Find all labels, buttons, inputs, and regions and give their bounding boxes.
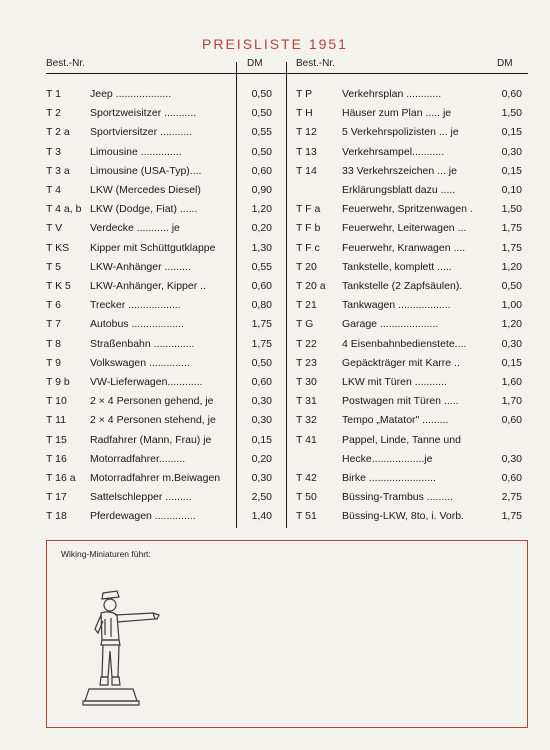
right-order-number: T 32 [296, 414, 317, 427]
right-item-price: 0,60 [501, 414, 522, 427]
right-row [296, 450, 528, 469]
left-item-description: Sattelschlepper ......... [90, 491, 192, 504]
right-order-number: T 21 [296, 299, 317, 312]
left-order-number: T 7 [46, 318, 61, 331]
right-row [296, 469, 528, 488]
right-row [296, 200, 528, 219]
right-order-number: T 12 [296, 126, 317, 139]
center-divider [286, 62, 287, 528]
left-row [46, 411, 286, 430]
right-item-description: Garage .................... [342, 318, 439, 331]
left-item-description: Straßenbahn .............. [90, 337, 195, 350]
right-item-description: Feuerwehr, Spritzenwagen . [342, 203, 473, 216]
left-item-description: Kipper mit Schüttgutklappe [90, 241, 216, 254]
right-item-description: 4 Eisenbahnbedienstete.... [342, 337, 467, 350]
left-order-number: T 5 [46, 260, 61, 273]
left-row [46, 143, 286, 162]
left-row [46, 315, 286, 334]
left-item-price: 0,55 [251, 126, 272, 139]
right-item-price: 0,60 [501, 88, 522, 100]
right-item-price: 0,15 [501, 164, 522, 177]
left-item-description: Limousine (USA-Typ).... [90, 164, 202, 177]
left-row [46, 373, 286, 392]
right-order-number: T F b [296, 222, 321, 235]
right-item-description: 33 Verkehrszeichen ... je [342, 164, 457, 177]
left-row [46, 181, 286, 200]
right-order-number: T 22 [296, 337, 317, 350]
right-item-price: 1,70 [501, 395, 522, 408]
right-item-description: Feuerwehr, Leiterwagen ... [342, 222, 467, 235]
left-row [46, 469, 286, 488]
right-row [296, 488, 528, 507]
left-item-price: 0,30 [251, 414, 272, 427]
right-row [296, 239, 528, 258]
left-price-table [46, 85, 286, 525]
right-row [296, 162, 528, 181]
left-item-description: Limousine .............. [90, 145, 182, 158]
left-item-price: 0,60 [251, 376, 272, 388]
left-item-price: 0,30 [251, 395, 272, 408]
right-item-description: Hecke..................je [342, 452, 433, 465]
right-row [296, 354, 528, 373]
retailer-stamp-label: Wiking-Miniaturen führt: [61, 549, 151, 559]
right-item-price: 1,20 [501, 318, 522, 331]
right-item-price: 1,50 [501, 203, 522, 216]
right-item-description: Tankwagen .................. [342, 299, 451, 312]
left-order-number: T 18 [46, 510, 67, 523]
left-order-number: T KS [46, 241, 70, 254]
right-row [296, 219, 528, 238]
right-row [296, 296, 528, 315]
left-item-description: VW-Lieferwagen............ [90, 376, 203, 388]
right-row [296, 431, 528, 450]
right-item-price: 0,15 [501, 126, 522, 139]
right-row [296, 277, 528, 296]
right-header-dm: DM [497, 58, 513, 69]
left-item-price: 1,40 [251, 510, 272, 523]
left-order-number: T 2 a [46, 126, 70, 139]
right-item-price: 0,30 [501, 452, 522, 465]
right-order-number: T 50 [296, 491, 317, 504]
left-row [46, 392, 286, 411]
right-item-description: Feuerwehr, Kranwagen .... [342, 241, 466, 254]
right-row [296, 123, 528, 142]
left-row [46, 277, 286, 296]
right-item-price: 1,75 [501, 222, 522, 235]
right-item-description: Verkehrsplan ............ [342, 88, 442, 100]
right-order-number: T F c [296, 241, 320, 254]
right-order-number: T 20 [296, 260, 317, 273]
left-item-description: LKW-Anhänger, Kipper .. [90, 280, 206, 292]
right-item-description: Büssing-LKW, 8to, i. Vorb. [342, 510, 464, 523]
right-order-number: T 13 [296, 145, 317, 158]
left-item-price: 0,50 [251, 107, 272, 120]
left-item-description: Motorradfahrer m.Beiwagen [90, 472, 221, 484]
right-row [296, 411, 528, 430]
right-item-description: Birke ....................... [342, 472, 436, 484]
left-item-price: 0,20 [251, 452, 272, 465]
left-row [46, 488, 286, 507]
left-item-description: LKW (Dodge, Fiat) ...... [90, 203, 198, 216]
right-item-price: 0,60 [501, 472, 522, 484]
right-order-number: T F a [296, 203, 321, 216]
left-item-description: Sportzweisitzer ........... [90, 107, 197, 120]
left-row [46, 431, 286, 450]
right-order-number: T 23 [296, 356, 317, 369]
left-item-price: 0,15 [251, 433, 272, 446]
right-item-price: 1,75 [501, 241, 522, 254]
header-rule [46, 73, 528, 74]
left-item-price: 1,30 [251, 241, 272, 254]
right-row [296, 181, 528, 200]
right-item-description: Tankstelle, komplett ..... [342, 260, 452, 273]
right-item-price: 1,00 [501, 299, 522, 312]
left-item-price: 0,60 [251, 280, 272, 292]
left-order-number: T 1 [46, 88, 61, 100]
right-item-description: Pappel, Linde, Tanne und [342, 433, 461, 446]
right-item-description: Erklärungsblatt dazu ..... [342, 184, 456, 196]
left-item-description: Pferdewagen .............. [90, 510, 196, 523]
right-order-number: T 14 [296, 164, 317, 177]
left-item-description: Radfahrer (Mann, Frau) je [90, 433, 212, 446]
left-order-number: T 17 [46, 491, 67, 504]
right-item-price: 2,75 [501, 491, 522, 504]
right-item-price: 0,30 [501, 145, 522, 158]
left-item-description: Autobus .................. [90, 318, 184, 331]
left-row [46, 335, 286, 354]
right-item-price: 1,75 [501, 510, 522, 523]
right-row [296, 335, 528, 354]
left-item-description: 2 × 4 Personen gehend, je [90, 395, 214, 408]
left-item-price: 0,90 [251, 184, 272, 196]
right-item-description: Häuser zum Plan ..... je [342, 107, 452, 120]
left-item-price: 0,55 [251, 260, 272, 273]
right-item-description: 5 Verkehrspolizisten ... je [342, 126, 459, 139]
left-item-description: Sportviersitzer ........... [90, 126, 193, 139]
left-order-number: T 16 a [46, 472, 76, 484]
right-item-description: Büssing-Trambus ......... [342, 491, 454, 504]
left-item-price: 1,20 [251, 203, 272, 216]
page-title: PREISLISTE 1951 [202, 36, 348, 52]
left-row [46, 85, 286, 104]
left-item-price: 1,75 [251, 337, 272, 350]
left-item-description: 2 × 4 Personen stehend, je [90, 414, 216, 427]
left-order-number: T 10 [46, 395, 67, 408]
right-order-number: T 42 [296, 472, 317, 484]
left-order-number: T 16 [46, 452, 67, 465]
left-item-price: 0,50 [251, 88, 272, 100]
left-item-description: LKW (Mercedes Diesel) [90, 184, 201, 196]
left-order-number: T 2 [46, 107, 61, 120]
right-item-description: Tankstelle (2 Zapfsäulen). [342, 280, 463, 292]
right-row [296, 373, 528, 392]
right-row [296, 85, 528, 104]
left-order-number: T 3 [46, 145, 61, 158]
left-item-description: Verdecke ........... je [90, 222, 180, 235]
left-order-number: T 15 [46, 433, 67, 446]
left-row [46, 239, 286, 258]
left-item-description: Jeep ................... [90, 88, 172, 100]
left-row [46, 123, 286, 142]
left-row [46, 507, 286, 526]
right-order-number: T 30 [296, 376, 317, 388]
left-item-price: 0,30 [251, 472, 272, 484]
right-item-price: 0,10 [501, 184, 522, 196]
left-item-description: Trecker .................. [90, 299, 181, 312]
left-row [46, 296, 286, 315]
right-item-description: Postwagen mit Türen ..... [342, 395, 459, 408]
left-order-number: T 4 a, b [46, 203, 82, 216]
left-row [46, 162, 286, 181]
left-item-description: Motorradfahrer......... [90, 452, 186, 465]
traffic-policeman-figure-icon [75, 585, 165, 715]
left-item-description: Volkswagen .............. [90, 356, 190, 369]
left-row [46, 258, 286, 277]
left-item-price: 0,60 [251, 164, 272, 177]
right-order-number: T P [296, 88, 313, 100]
left-header-dm: DM [247, 58, 263, 69]
left-order-number: T 8 [46, 337, 61, 350]
right-row [296, 143, 528, 162]
right-order-number: T 41 [296, 433, 317, 446]
right-order-number: T H [296, 107, 313, 120]
right-item-description: LKW mit Türen ........... [342, 376, 447, 388]
right-order-number: T 51 [296, 510, 317, 523]
right-order-number: T 20 a [296, 280, 326, 292]
left-order-number: T K 5 [46, 280, 71, 292]
right-item-price: 0,50 [501, 280, 522, 292]
left-order-number: T 6 [46, 299, 61, 312]
left-order-number: T 11 [46, 414, 67, 427]
left-row [46, 104, 286, 123]
left-row [46, 354, 286, 373]
left-row [46, 450, 286, 469]
left-row [46, 200, 286, 219]
right-item-price: 0,15 [501, 356, 522, 369]
right-row [296, 104, 528, 123]
right-item-price: 1,20 [501, 260, 522, 273]
left-header-bestnr: Best.-Nr. [46, 58, 85, 69]
left-item-price: 0,50 [251, 356, 272, 369]
left-order-number: T 3 a [46, 164, 70, 177]
left-item-price: 0,80 [251, 299, 272, 312]
left-order-number: T 4 [46, 184, 61, 196]
right-item-description: Verkehrsampel........... [342, 145, 445, 158]
right-row [296, 507, 528, 526]
right-header-bestnr: Best.-Nr. [296, 58, 335, 69]
retailer-stamp-box [46, 540, 528, 728]
left-item-price: 0,20 [251, 222, 272, 235]
right-row [296, 258, 528, 277]
right-price-table [296, 85, 528, 525]
left-item-price: 2,50 [251, 491, 272, 504]
right-order-number: T 31 [296, 395, 317, 408]
right-item-description: Tempo „Matator" ......... [342, 414, 449, 427]
right-order-number: T G [296, 318, 314, 331]
left-order-number: T V [46, 222, 63, 235]
right-item-price: 1,60 [501, 376, 522, 388]
right-row [296, 392, 528, 411]
right-item-price: 0,30 [501, 337, 522, 350]
left-item-price: 0,50 [251, 145, 272, 158]
right-item-price: 1,50 [501, 107, 522, 120]
right-row [296, 315, 528, 334]
left-item-price: 1,75 [251, 318, 272, 331]
left-row [46, 219, 286, 238]
right-item-description: Gepäckträger mit Karre .. [342, 356, 460, 369]
left-order-number: T 9 [46, 356, 61, 369]
left-item-description: LKW-Anhänger ......... [90, 260, 191, 273]
left-order-number: T 9 b [46, 376, 70, 388]
